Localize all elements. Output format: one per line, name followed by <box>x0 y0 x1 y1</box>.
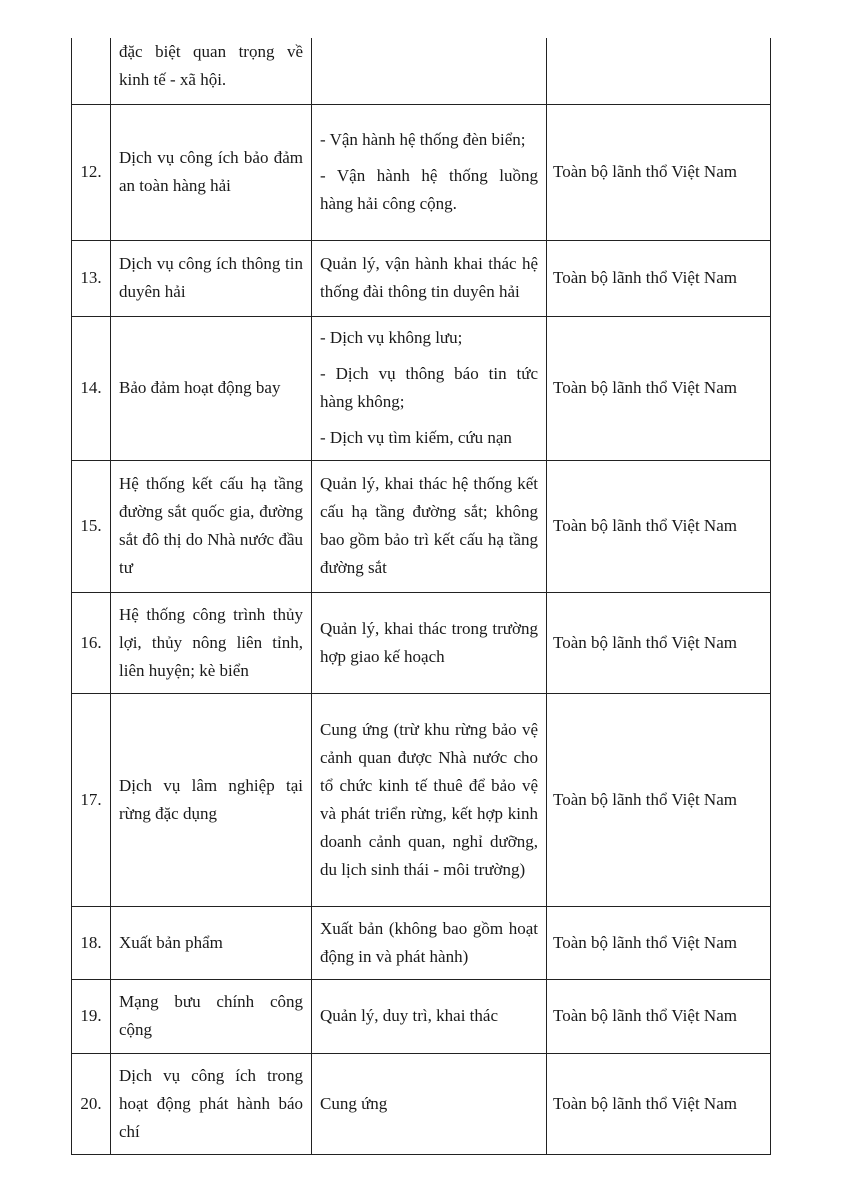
row-number: 16. <box>72 592 111 693</box>
row-number: 15. <box>72 460 111 592</box>
table-row <box>72 979 771 1053</box>
table-row <box>72 316 771 460</box>
row-number: 20. <box>72 1053 111 1154</box>
service-name: đặc biệt quan trọng về kinh tế - xã hội. <box>111 38 312 104</box>
row-number: 19. <box>72 979 111 1053</box>
activity-item: Xuất bản (không bao gồm hoạt động in và phát hành) <box>320 918 538 966</box>
activity-cell <box>312 906 547 979</box>
scope-cell: Toàn bộ lãnh thổ Việt Nam <box>547 693 771 906</box>
activity-cell <box>312 979 547 1053</box>
scope-cell: Toàn bộ lãnh thổ Việt Nam <box>547 104 771 240</box>
scope-cell: Toàn bộ lãnh thổ Việt Nam <box>547 906 771 979</box>
activity-item: - Dịch vụ tìm kiếm, cứu nạn <box>320 428 512 447</box>
service-name: Mạng bưu chính công cộng <box>111 979 312 1053</box>
activity-cell <box>312 460 547 592</box>
scope-cell <box>547 38 771 104</box>
activity-cell <box>312 592 547 693</box>
activity-item: - Dịch vụ thông báo tin tức hàng không; <box>320 364 538 411</box>
activity-cell <box>312 693 547 906</box>
table-row <box>72 1053 771 1154</box>
service-name: Hệ thống kết cấu hạ tầng đường sắt quốc gia, đường sắt đô thị do Nhà nước đầu tư <box>111 460 312 592</box>
activity-cell <box>312 316 547 460</box>
activity-item: - Dịch vụ không lưu; <box>320 328 463 347</box>
activity-item: Cung ứng <box>320 1093 388 1113</box>
scope-cell: Toàn bộ lãnh thổ Việt Nam <box>547 592 771 693</box>
row-number: 13. <box>72 240 111 316</box>
scope-cell: Toàn bộ lãnh thổ Việt Nam <box>547 460 771 592</box>
table-row <box>72 240 771 316</box>
service-name: Xuất bản phẩm <box>111 906 312 979</box>
service-name: Dịch vụ công ích trong hoạt động phát hành báo chí <box>111 1053 312 1154</box>
service-name: Hệ thống công trình thủy lợi, thủy nông liên tỉnh, liên huyện; kè biển <box>111 592 312 693</box>
scope-cell: Toàn bộ lãnh thổ Việt Nam <box>547 316 771 460</box>
row-number: 18. <box>72 906 111 979</box>
activity-cell <box>312 240 547 316</box>
activity-item: Quản lý, khai thác trong trường hợp giao kế hoạch <box>320 618 538 666</box>
row-number: 17. <box>72 693 111 906</box>
service-name: Dịch vụ công ích bảo đảm an toàn hàng hải <box>111 104 312 240</box>
scope-cell: Toàn bộ lãnh thổ Việt Nam <box>547 1053 771 1154</box>
activity-item: - Vận hành hệ thống đèn biển; <box>320 130 526 149</box>
row-number <box>72 38 111 104</box>
table-row <box>72 104 771 240</box>
scope-cell: Toàn bộ lãnh thổ Việt Nam <box>547 979 771 1053</box>
table-row <box>72 906 771 979</box>
activity-item: Quản lý, duy trì, khai thác <box>320 1006 498 1025</box>
service-name: Dịch vụ lâm nghiệp tại rừng đặc dụng <box>111 693 312 906</box>
activity-item: - Vận hành hệ thống luồng hàng hải công cộng. <box>320 166 538 213</box>
table-row <box>72 460 771 592</box>
activity-item: Quản lý, vận hành khai thác hệ thống đài thông tin duyên hải <box>320 254 538 301</box>
row-number: 14. <box>72 316 111 460</box>
activity-item: Cung ứng (trừ khu rừng bảo vệ cảnh quan được Nhà nước cho tổ chức kinh tế thuê để bảo vệ và phát triển rừng, kết hợp kinh doanh cảnh quan, nghỉ dưỡng, du lịch sinh thái - môi trường) <box>320 719 538 879</box>
service-name: Dịch vụ công ích thông tin duyên hải <box>111 240 312 316</box>
activity-item: Quản lý, khai thác hệ thống kết cấu hạ tầng đường sắt; không bao gồm bảo trì kết cấu hạ tầng đường sắt <box>320 474 538 577</box>
row-number: 12. <box>72 104 111 240</box>
service-name: Bảo đảm hoạt động bay <box>111 316 312 460</box>
services-table <box>71 38 771 1155</box>
table-row <box>72 38 771 104</box>
table-row <box>72 592 771 693</box>
table-row <box>72 693 771 906</box>
activity-cell <box>312 38 547 104</box>
activity-cell <box>312 1053 547 1154</box>
activity-cell <box>312 104 547 240</box>
scope-cell: Toàn bộ lãnh thổ Việt Nam <box>547 240 771 316</box>
